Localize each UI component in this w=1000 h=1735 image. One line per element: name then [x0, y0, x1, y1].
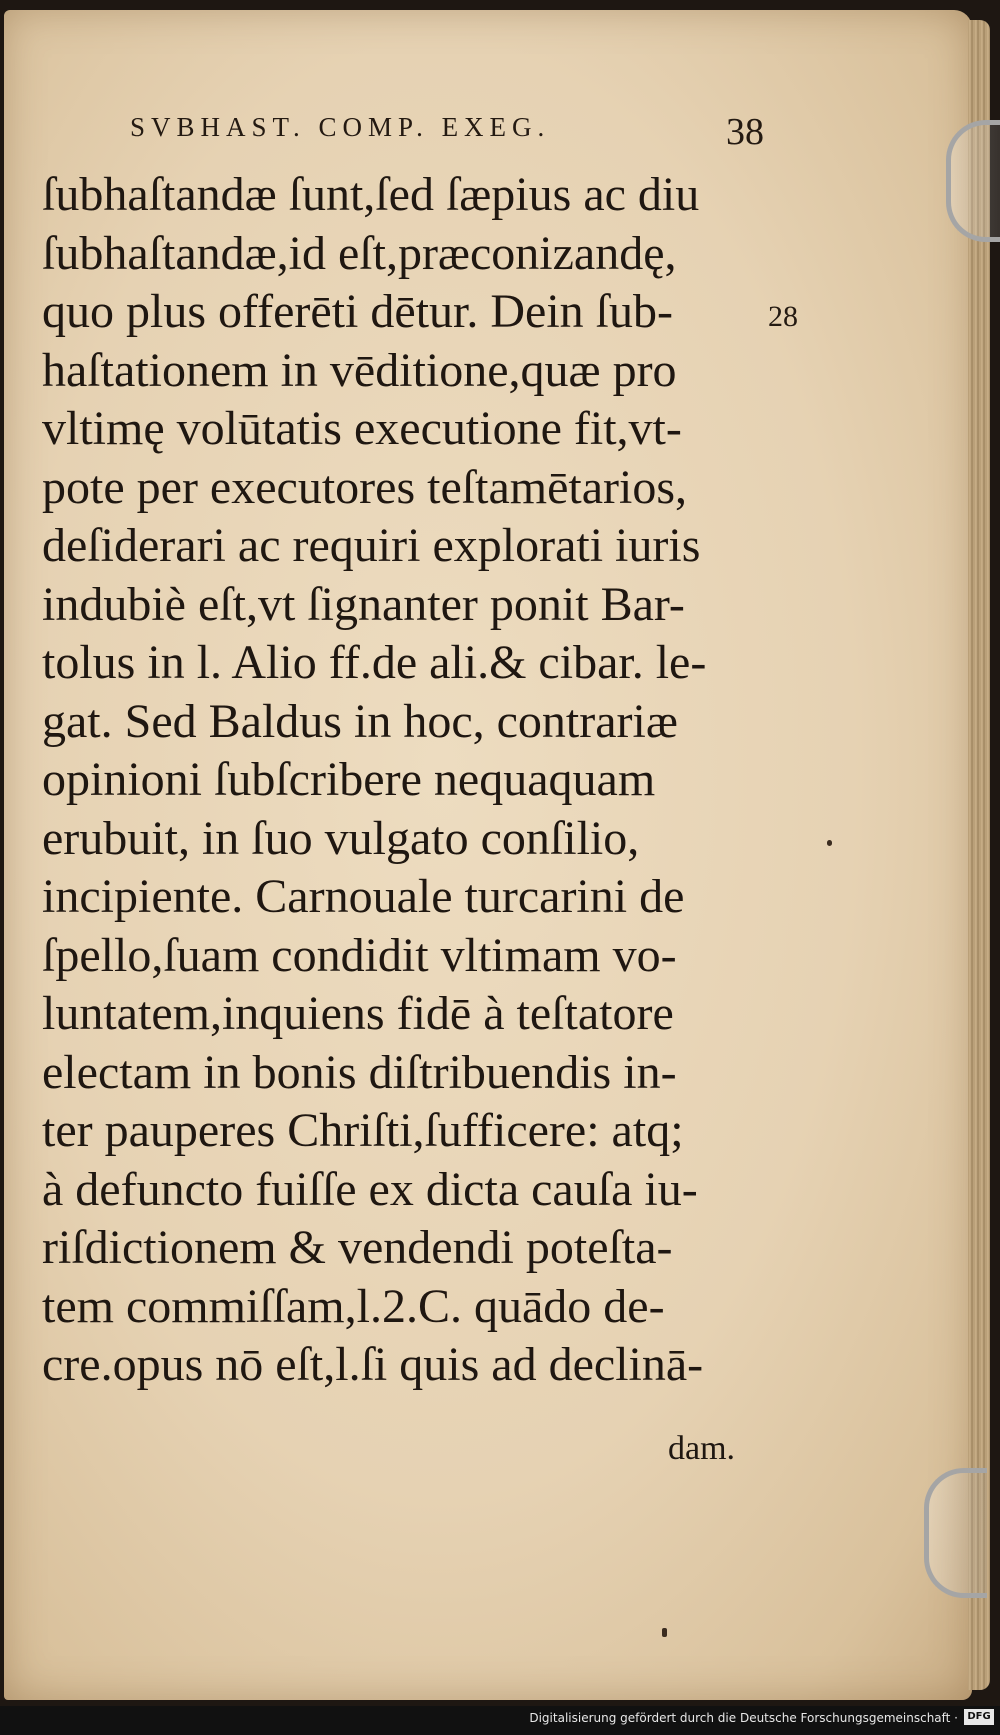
text-line: gat. Sed Baldus in hoc, contrariæ	[42, 694, 678, 748]
text-line: quo plus offerēti dētur. Dein ſub-	[42, 285, 673, 338]
margin-note: 28	[768, 300, 798, 333]
text-line: cre.opus nō eſt,l.ſi quis ad declinā-	[42, 1338, 704, 1391]
text-line: ter pauperes Chriſti,ſufficere: atq;	[42, 1104, 684, 1157]
body-text	[42, 166, 772, 1395]
text-line: erubuit, in ſuo vulgato conſilio,	[42, 811, 640, 865]
text-line: riſdictionem & vendendi poteſta-	[42, 1221, 673, 1274]
text-line: pote per executores teſtamētarios,	[42, 460, 688, 514]
bottom-book-clasp	[924, 1468, 987, 1598]
text-line: haſtationem in vēditione,quæ pro	[42, 343, 677, 397]
text-line: tolus in l. Alio ff.de ali.& cibar. le-	[42, 636, 707, 689]
text-line: vltimę volūtatis executione fit,vt-	[42, 402, 682, 455]
text-line: incipiente. Carnouale turcarini de	[42, 870, 685, 923]
text-line: electam in bonis diſtribuendis in-	[42, 1045, 677, 1099]
text-line: ſubhaſtandæ ſunt,ſed ſæpius ac diu	[42, 168, 700, 221]
page-edges	[968, 20, 990, 1690]
dfg-logo: DFG	[964, 1709, 994, 1725]
ink-speck	[662, 1628, 667, 1637]
text-line: à defuncto fuiſſe ex dicta cauſa iu-	[42, 1162, 698, 1216]
text-line: deſiderari ac requiri explorati iuris	[42, 519, 701, 572]
page-number: 38	[726, 111, 764, 153]
text-line: ſubhaſtandæ,id eſt,præconizandę,	[42, 226, 677, 280]
text-line: tem commiſſam,l.2.C. quādo de-	[42, 1279, 665, 1333]
text-line: luntatem,inquiens fidē à teſtatore	[42, 987, 674, 1040]
text-line: opinioni ſubſcribere nequaquam	[42, 753, 656, 806]
ink-speck	[827, 840, 832, 846]
catchword: dam.	[668, 1430, 736, 1467]
top-book-clasp	[946, 120, 1000, 242]
text-line: indubiè eſt,vt ſignanter ponit Bar-	[42, 577, 685, 631]
funding-credit: Digitalisierung gefördert durch die Deutsche Forschungsgemeinschaft ·	[529, 1711, 958, 1725]
running-head: SVBHAST. COMP. EXEG.	[130, 112, 551, 142]
text-line: ſpello,ſuam condidit vltimam vo-	[42, 928, 677, 982]
